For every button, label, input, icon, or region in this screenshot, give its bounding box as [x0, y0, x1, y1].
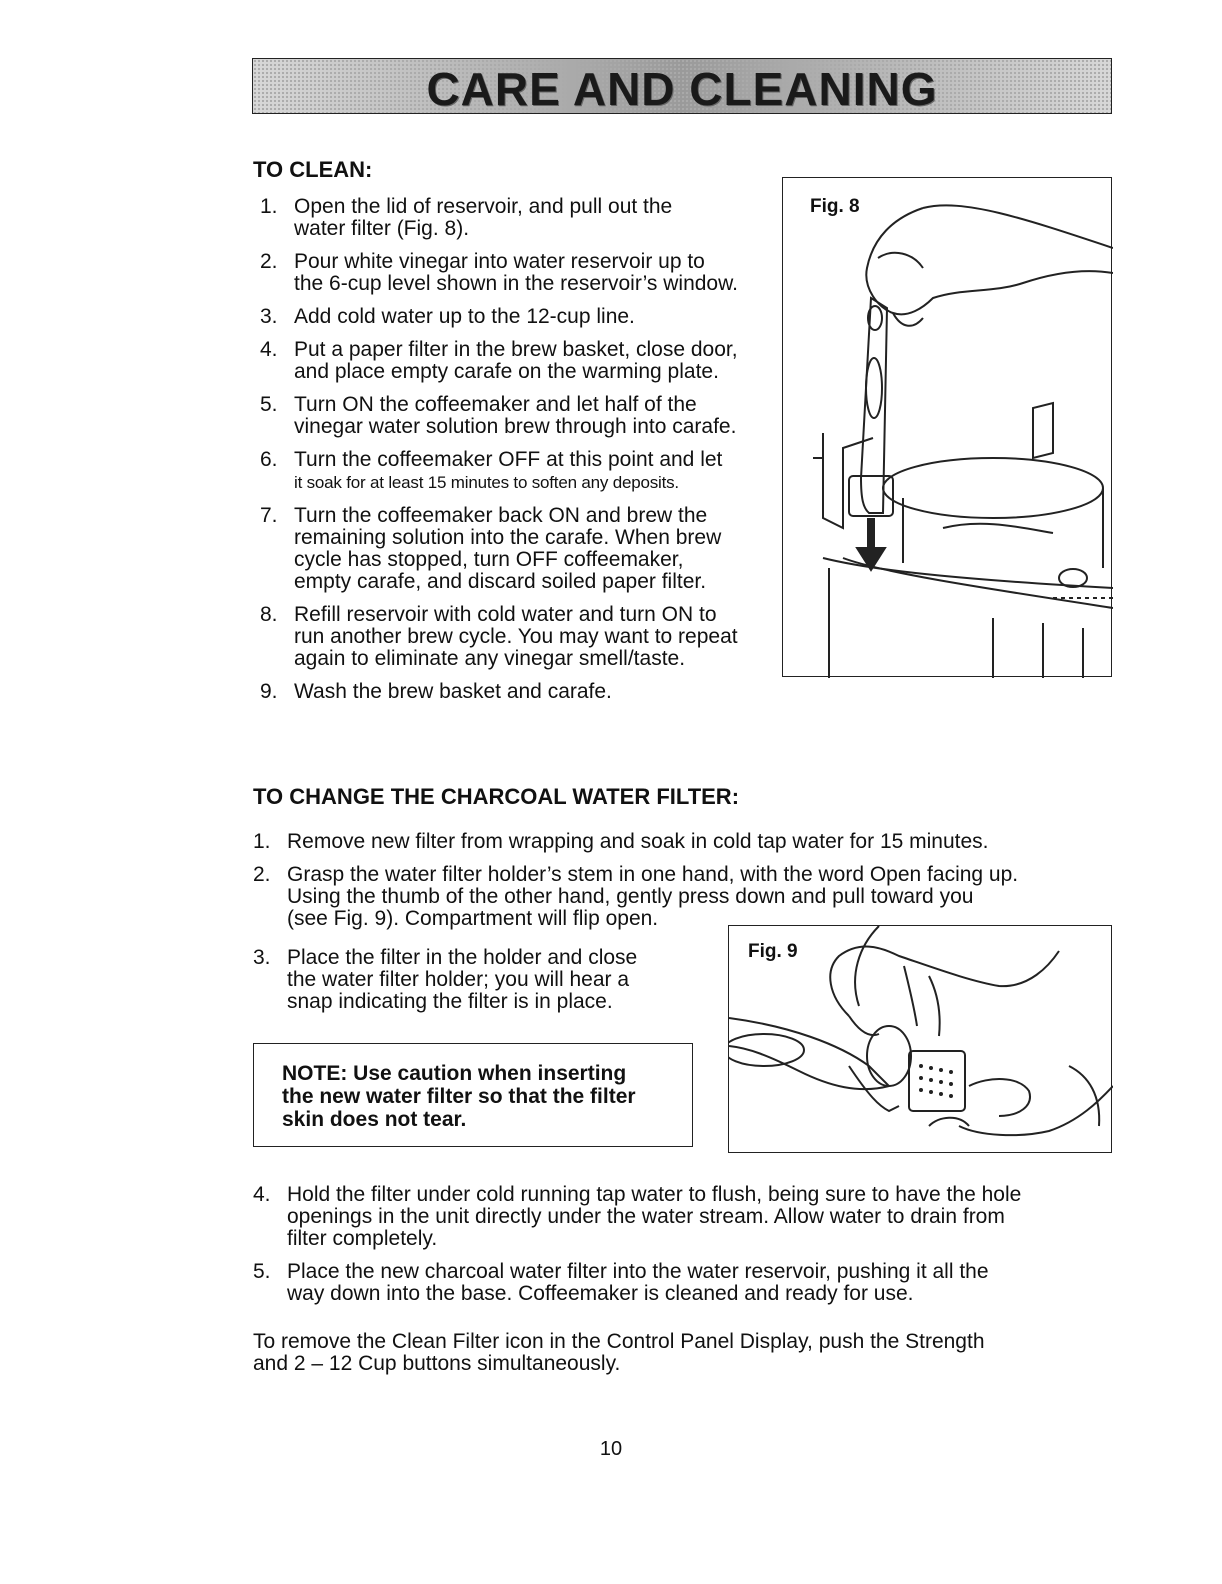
charcoal-step-3: 3. Place the filter in the holder and close the water filter holder; you will hear a snap indicating the filter is in place. [253, 946, 638, 1013]
charcoal-filter-heading: TO CHANGE THE CHARCOAL WATER FILTER: [253, 784, 740, 809]
section-banner [252, 58, 1112, 114]
fig-8-illustration [782, 177, 1112, 677]
banner-title: CARE AND CLEANING [426, 63, 938, 114]
clean-step-9: 9. Wash the brew basket and carafe. [260, 680, 612, 703]
charcoal-step-5: 5. Place the new charcoal water filter into the water reservoir, pushing it all the way down into the base. Coffeemaker is cleaned and ready for use. [253, 1260, 989, 1305]
charcoal-step-4: 4. Hold the filter under cold running tap water to flush, being sure to have the hole openings in the unit directly under the water stream. Allow water to drain from filter completely. [253, 1183, 1022, 1250]
clean-steps-list [260, 196, 780, 714]
clean-step-2: 2. Pour white vinegar into water reservoir up to the 6-cup level shown in the reservoir’s window. [260, 250, 738, 295]
clean-step-8: 8. Refill reservoir with cold water and turn ON to run another brew cycle. You may want to repeat again to eliminate any vinegar smell/taste. [260, 603, 738, 670]
page-number: 10 [599, 1438, 623, 1460]
charcoal-steps-bottom [253, 1184, 1113, 1316]
clean-step-6: 6. Turn the coffeemaker OFF at this point and let it soak for at least 15 minutes to soften any deposits. [260, 448, 723, 492]
fig-8-label: Fig. 8 [810, 196, 860, 217]
fig-9-label: Fig. 9 [748, 941, 798, 962]
clean-step-3: 3. Add cold water up to the 12-cup line. [260, 305, 635, 328]
clean-step-7: 7. Turn the coffeemaker back ON and brew the remaining solution into the carafe. When brew cycle has stopped, turn OFF coffeemaker, empty carafe, and discard soiled paper filter. [260, 504, 722, 593]
clean-step-5: 5. Turn ON the coffeemaker and let half of the vinegar water solution brew through into carafe. [260, 393, 737, 438]
to-clean-heading: TO CLEAN: [253, 157, 373, 182]
clean-step-1: 1. Open the lid of reservoir, and pull out the water filter (Fig. 8). [260, 195, 673, 240]
charcoal-step-1: 1. Remove new filter from wrapping and soak in cold tap water for 15 minutes. [253, 830, 989, 853]
fig-8-drawing [783, 178, 1113, 678]
closing-paragraph: To remove the Clean Filter icon in the Control Panel Display, push the Strength and 2 – 12 Cup buttons simultaneously. [253, 1330, 985, 1375]
caution-note-box: NOTE: Use caution when inserting the new water filter so that the filter skin does not tear. [253, 1043, 693, 1147]
clean-step-4: 4. Put a paper filter in the brew basket, close door, and place empty carafe on the warming plate. [260, 338, 738, 383]
charcoal-step-3-list [253, 947, 713, 1024]
fig-9-illustration [728, 925, 1112, 1153]
charcoal-step-2: 2. Grasp the water filter holder’s stem in one hand, with the word Open facing up. Using the thumb of the other hand, gently press down and pull toward you (see Fig. 9). Compartment will flip open. [253, 863, 1019, 930]
